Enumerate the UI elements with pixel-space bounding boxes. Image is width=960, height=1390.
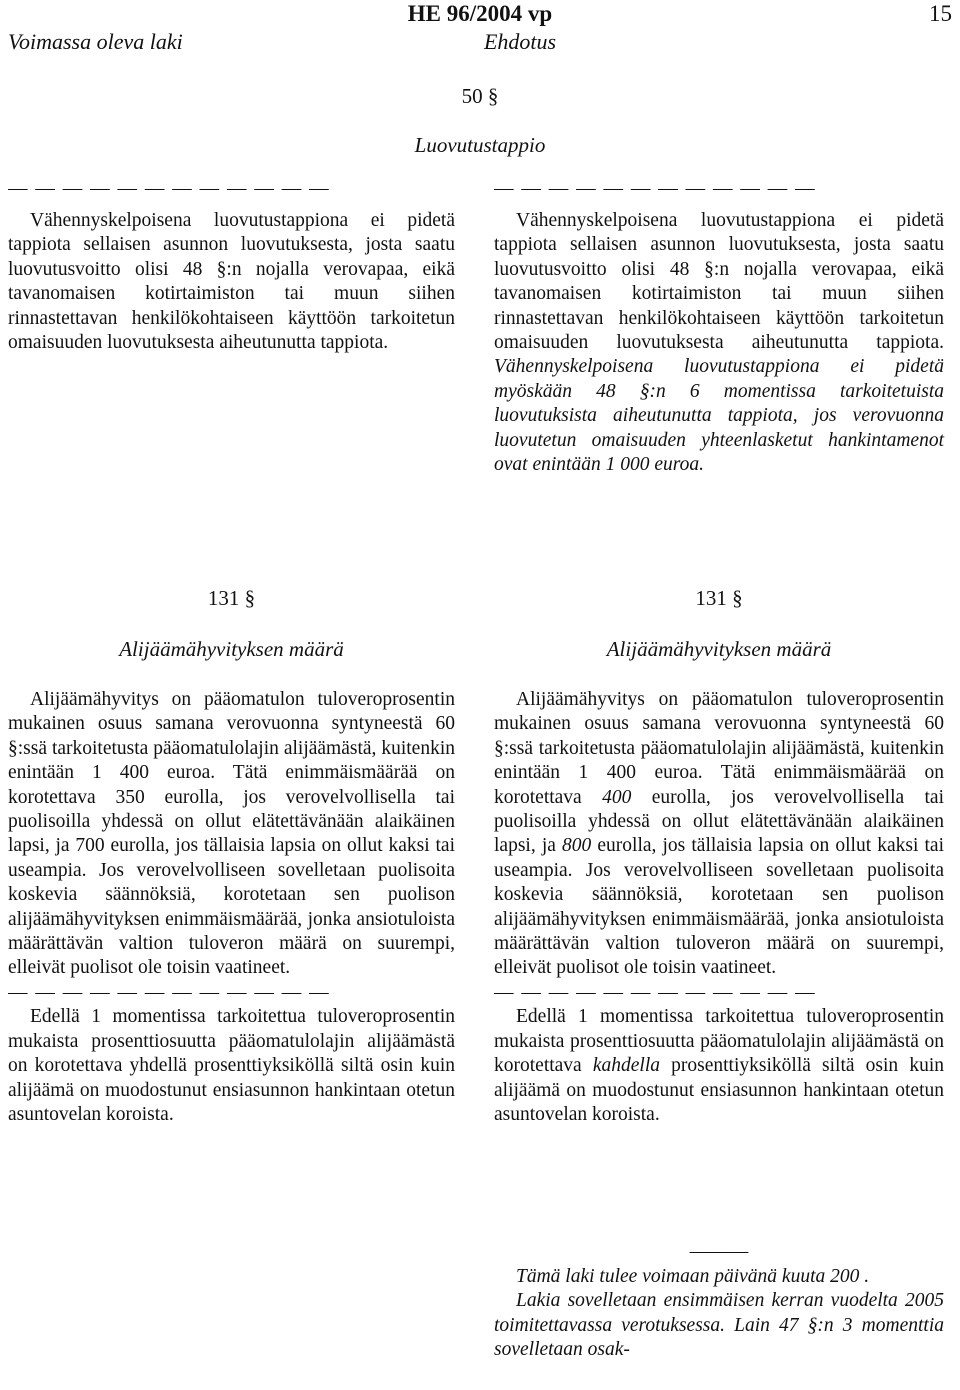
section-131-number: 131 § bbox=[207, 586, 256, 610]
changed-word: kahdella bbox=[592, 1055, 661, 1077]
text: eurolla, jos verovelvollisella tai puolisoilla yhdessä on ollut elätettävänään alaikäinen lapsi, ja bbox=[494, 786, 944, 857]
paragraph bbox=[494, 209, 944, 477]
section-131-title: Alijäämähyvityksen määrä bbox=[606, 637, 832, 661]
section-131-number: 131 § bbox=[695, 586, 743, 610]
page-number: 15 bbox=[929, 1, 952, 26]
section-50-title: Luovutustappio bbox=[414, 133, 546, 157]
proposal-label: Ehdotus bbox=[483, 29, 557, 54]
omission-dashes: — — — — — — — — — — — — bbox=[494, 981, 817, 1003]
document-id: HE 96/2004 vp bbox=[407, 1, 553, 26]
paragraph: Edellä 1 momentissa tarkoitettua tuloveroprosentin mukaista prosenttiosuutta pääomatulolajin alijäämästä on korotettava yhdellä prosenttiyksiköllä siltä osin kuin alijäämä on muodostunut ensiasunnon hankintaan otetun asuntovelan koroista. bbox=[8, 1006, 455, 1125]
section-50-proposal-text bbox=[494, 209, 944, 477]
omission-dashes: — — — — — — — — — — — — bbox=[494, 178, 817, 199]
text: prosenttiyksiköllä siltä osin kuin alijäämä on muodostunut ensiasunnon hankintaan otetun asuntovelan koroista. bbox=[494, 1055, 944, 1125]
section-50-number: 50 § bbox=[461, 84, 499, 108]
paragraph: Tämä laki tulee voimaan päivänä kuuta 200 . bbox=[516, 1266, 870, 1287]
section-50-current-text bbox=[8, 209, 455, 355]
omission-dashes: — — — — — — — — — — — — bbox=[8, 981, 331, 1003]
changed-amount: 800 bbox=[562, 835, 592, 857]
entry-into-force-text bbox=[494, 1265, 944, 1363]
paragraph bbox=[494, 1005, 944, 1127]
current-law-label: Voimassa oleva laki bbox=[8, 29, 183, 54]
omission-dashes: — — — — — — — — — — — — bbox=[8, 178, 331, 199]
added-text: Vähennyskelpoisena luovutustappiona ei pidetä myöskään 48 §:n 6 momentissa tarkoitetuista luovutuksista aiheutunutta tappiota, jos verovuonna luovutetun omaisuuden yhteenlasketut hankintamenot ovat enintään 1 000 euroa. bbox=[494, 356, 944, 476]
paragraph: Vähennyskelpoisena luovutustappiona ei pidetä tappiota sellaisen asunnon luovutuksesta, josta saatu luovutusvoitto olisi 48 §:n nojalla verovapaa, eikä tavanomaisen kotirtaimiston tai muun siihen rinnastettavan henkilökohtaiseen käyttöön tarkoitetun omaisuuden luovutuksesta aiheutunutta tappiota. bbox=[8, 210, 455, 354]
paragraph bbox=[494, 688, 944, 981]
section-131-title: Alijäämähyvityksen määrä bbox=[119, 637, 344, 661]
text: eurolla, jos tällaisia lapsia on ollut kaksi tai useampia. Jos verovelvolliseen sovelletaan puolisoita koskevia säännöksiä, korotetaan sen puolison alijäämähyvityksen enimmäismäärää, jonka ansiotuloista määrättävän valtion tuloveron määrä on suurempi, elleivät puolisot ole toisin vaatineet. bbox=[494, 835, 944, 979]
section-131-proposal-text bbox=[494, 688, 944, 1127]
text: Alijäämähyvitys on pääomatulon tuloveroprosentin mukainen osuus samana verovuonna syntyneestä 60 §:ssä tarkoitetusta pääomatulolajin alijäämästä, kuitenkin enintään 1 400 euroa. Tätä enimmäismäärää on korotettava bbox=[494, 689, 944, 808]
text: Edellä 1 momentissa tarkoitettua tuloveroprosentin mukaista prosenttiosuutta pääomatulolajin alijäämästä on korotettava bbox=[494, 1006, 944, 1077]
paragraph-text: Vähennyskelpoisena luovutustappiona ei pidetä tappiota sellaisen asunnon luovutuksesta, josta saatu luovutusvoitto olisi 48 §:n nojalla verovapaa, eikä tavanomaisen kotirtaimiston tai muun siihen rinnastettavan henkilökohtaiseen käyttöön tarkoitetun omaisuuden luovutuksesta aiheutunutta tappiota. bbox=[494, 210, 944, 354]
section-131-current-text bbox=[8, 688, 455, 1127]
separator-rule: ——— bbox=[689, 1241, 749, 1262]
changed-amount: 400 bbox=[602, 786, 632, 808]
paragraph: Alijäämähyvitys on pääomatulon tuloveroprosentin mukainen osuus samana verovuonna syntyneestä 60 §:ssä tarkoitetusta pääomatulolajin alijäämästä, kuitenkin enintään 1 400 euroa. Tätä enimmäismäärää on korotettava 350 eurolla, jos verovelvollisella tai puolisoilla yhdessä on ollut elätettävänään alaikäinen lapsi, ja 700 eurolla, jos tällaisia lapsia on ollut kaksi tai useampia. Jos verovelvolliseen sovelletaan puolisoita koskevia säännöksiä, korotetaan sen puolison alijäämähyvityksen enimmäismäärää, jonka ansiotuloista määrättävän valtion tuloveron määrä on suurempi, elleivät puolisot ole toisin vaatineet. bbox=[8, 689, 455, 979]
paragraph: Lakia sovelletaan ensimmäisen kerran vuodelta 2005 toimitettavassa verotuksessa. Lain 47 §:n 3 momenttia sovelletaan osak- bbox=[494, 1290, 944, 1361]
